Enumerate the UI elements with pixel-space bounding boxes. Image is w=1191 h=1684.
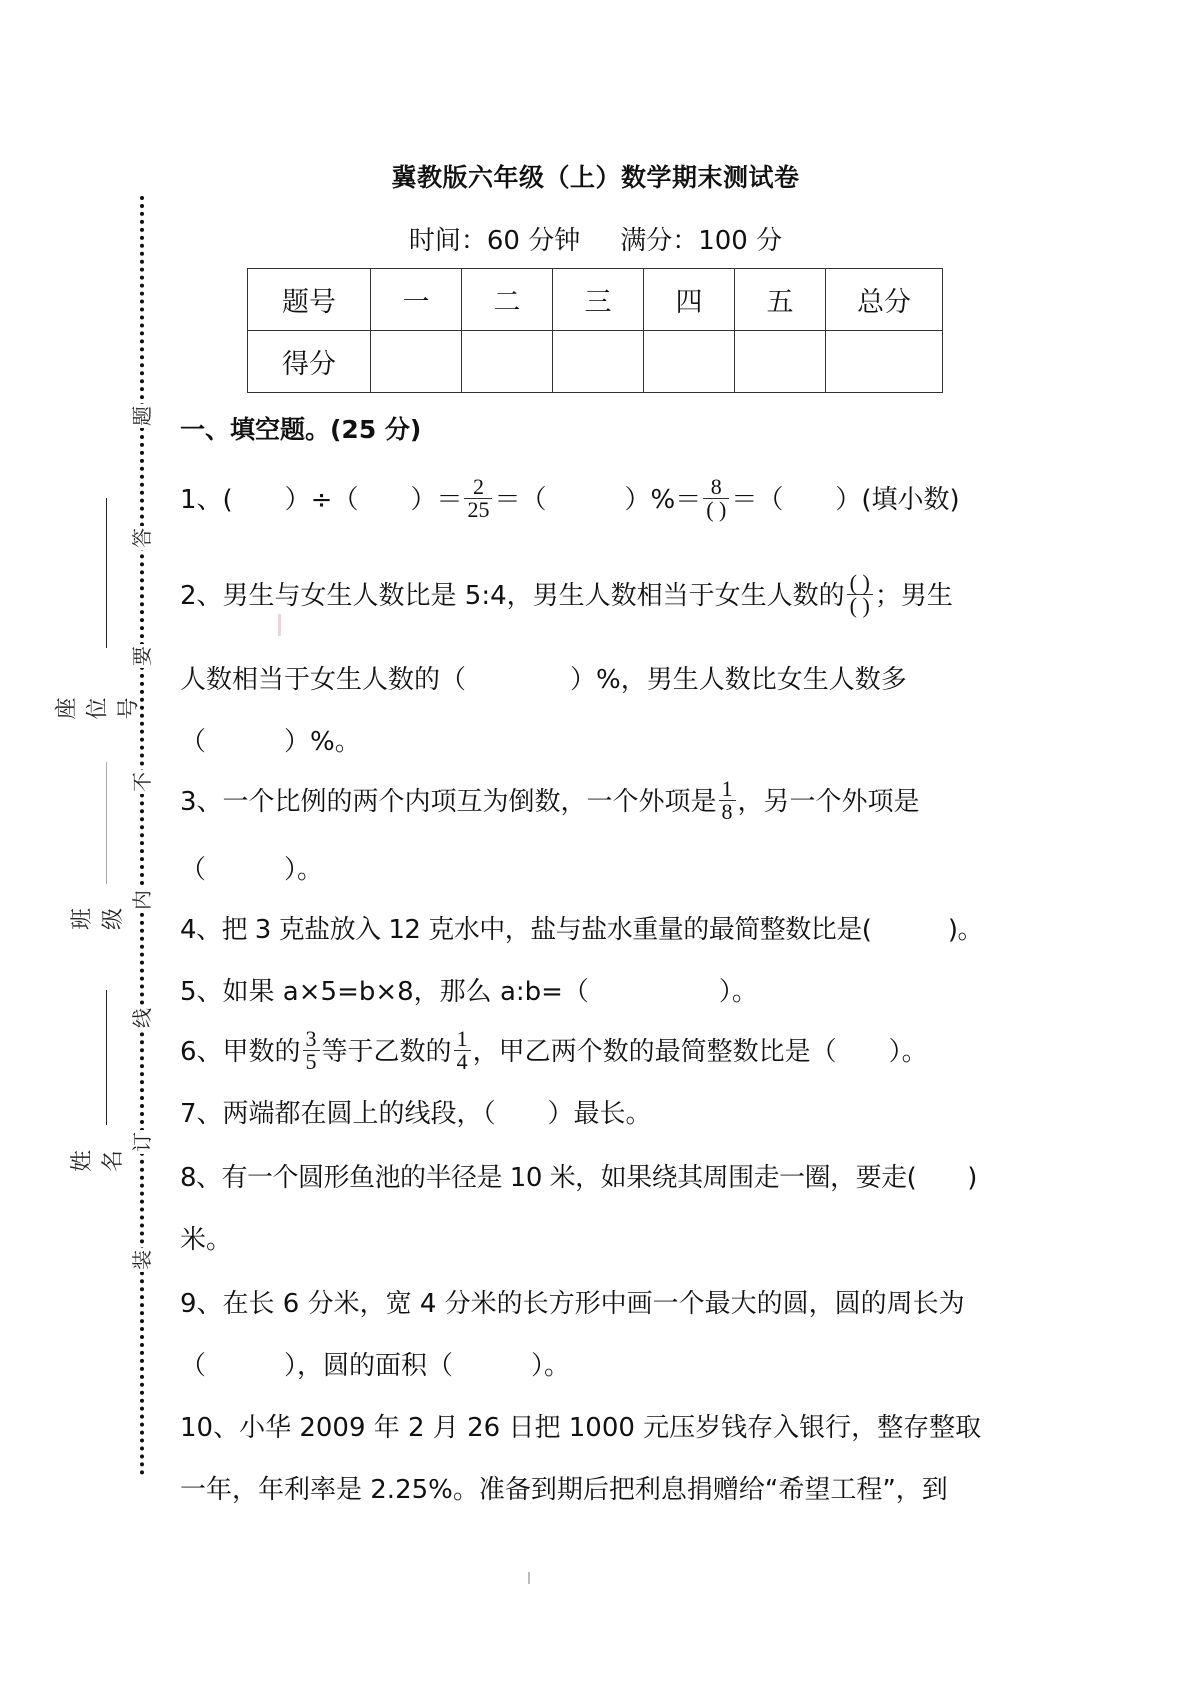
question-text: 3、一个比例的两个内项互为倒数，一个外项是 [180, 787, 717, 817]
score-table-header-row [248, 269, 943, 331]
header-cell: 总分 [826, 269, 943, 331]
section-heading: 一、填空题。(25 分) [180, 415, 422, 444]
fraction: $\frac{1}{4}$ [454, 1028, 471, 1073]
question-text: 等于乙数的 [321, 1037, 452, 1067]
name-label: 姓名 [70, 1150, 126, 1173]
question-3-line-1 [180, 776, 920, 825]
question-text: ＝（ ）(填小数) [731, 485, 960, 515]
header-cell: 三 [553, 269, 644, 331]
question-8-line-1: 8、有一个圆形鱼池的半径是 10 米，如果绕其周围走一圈，要走( ) [180, 1163, 977, 1193]
score-cell[interactable] [371, 331, 462, 393]
header-cell: 四 [644, 269, 735, 331]
score-cell-total[interactable] [826, 331, 943, 393]
scan-speck [528, 1572, 530, 1584]
row-label: 得分 [248, 331, 371, 393]
fraction: $\frac{8}{( )}$ [703, 476, 729, 521]
fraction: $\frac{3}{5}$ [303, 1028, 320, 1073]
score-cell[interactable] [644, 331, 735, 393]
class-field[interactable] [106, 762, 107, 884]
binding-dotted-line [140, 196, 144, 1476]
score-cell[interactable] [553, 331, 644, 393]
question-text: ，另一个外项是 [737, 787, 920, 817]
seat-number-field[interactable] [106, 498, 107, 648]
question-7: 7、两端都在圆上的线段，（ ）最长。 [180, 1099, 652, 1129]
header-cell: 五 [735, 269, 826, 331]
seal-word: 装 [130, 1250, 154, 1270]
question-9-line-2: （ ），圆的面积（ ）。 [180, 1351, 571, 1381]
full-score: 满分：100 分 [620, 226, 783, 256]
ink-mark [278, 614, 281, 636]
seat-number-label: 座位号 [54, 697, 142, 720]
question-text: ＝（ ）%＝ [494, 485, 702, 515]
question-text: ，甲乙两个数的最简整数比是（ ）。 [472, 1037, 928, 1067]
question-6 [180, 1026, 928, 1075]
score-table-score-row [248, 331, 943, 393]
question-8-line-2: 米。 [180, 1225, 233, 1255]
question-5: 5、如果 a×5=b×8，那么 a:b=（ ）。 [180, 977, 758, 1007]
header-cell: 二 [462, 269, 553, 331]
question-text: 1、( ）÷（ ）＝ [180, 485, 463, 515]
fraction: $\frac{( )}{( )}$ [847, 572, 873, 617]
seal-word: 要 [130, 646, 154, 666]
exam-title: 冀教版六年级（上）数学期末测试卷 [391, 163, 800, 192]
seal-word: 线 [130, 1008, 154, 1028]
header-cell: 一 [371, 269, 462, 331]
time-limit: 时间：60 分钟 [408, 226, 581, 256]
score-cell[interactable] [462, 331, 553, 393]
seal-word: 内 [130, 890, 154, 910]
seal-word: 订 [130, 1132, 154, 1152]
exam-meta [0, 220, 1191, 257]
question-3-line-2: （ ）。 [180, 855, 324, 885]
question-1 [180, 474, 960, 523]
question-10-line-2: 一年，年利率是 2.25%。准备到期后把利息捐赠给“希望工程”，到 [180, 1475, 948, 1505]
question-text: 2、男生与女生人数比是 5:4，男生人数相当于女生人数的 [180, 581, 845, 611]
question-2-line-1 [180, 570, 953, 619]
name-field[interactable] [106, 990, 107, 1125]
question-text: ；男生 [874, 581, 953, 611]
seal-word: 不 [130, 772, 154, 792]
question-2-line-2: 人数相当于女生人数的（ ）%，男生人数比女生人数多 [180, 665, 907, 695]
fraction: $\frac{1}{8}$ [719, 778, 736, 823]
class-label: 班级 [70, 908, 126, 931]
question-text: 6、甲数的 [180, 1037, 301, 1067]
score-cell[interactable] [735, 331, 826, 393]
question-10-line-1: 10、小华 2009 年 2 月 26 日把 1000 元压岁钱存入银行，整存整取 [180, 1413, 982, 1443]
question-9-line-1: 9、在长 6 分米，宽 4 分米的长方形中画一个最大的圆，圆的周长为 [180, 1289, 965, 1319]
seal-word: 答 [130, 528, 154, 548]
question-4: 4、把 3 克盐放入 12 克水中，盐与盐水重量的最简整数比是( )。 [180, 915, 984, 945]
header-cell: 题号 [248, 269, 371, 331]
seal-word: 题 [130, 406, 154, 426]
score-table [247, 268, 943, 393]
question-2-line-3: （ ）%。 [180, 727, 361, 757]
fraction: $\frac{2}{25}$ [464, 476, 492, 521]
